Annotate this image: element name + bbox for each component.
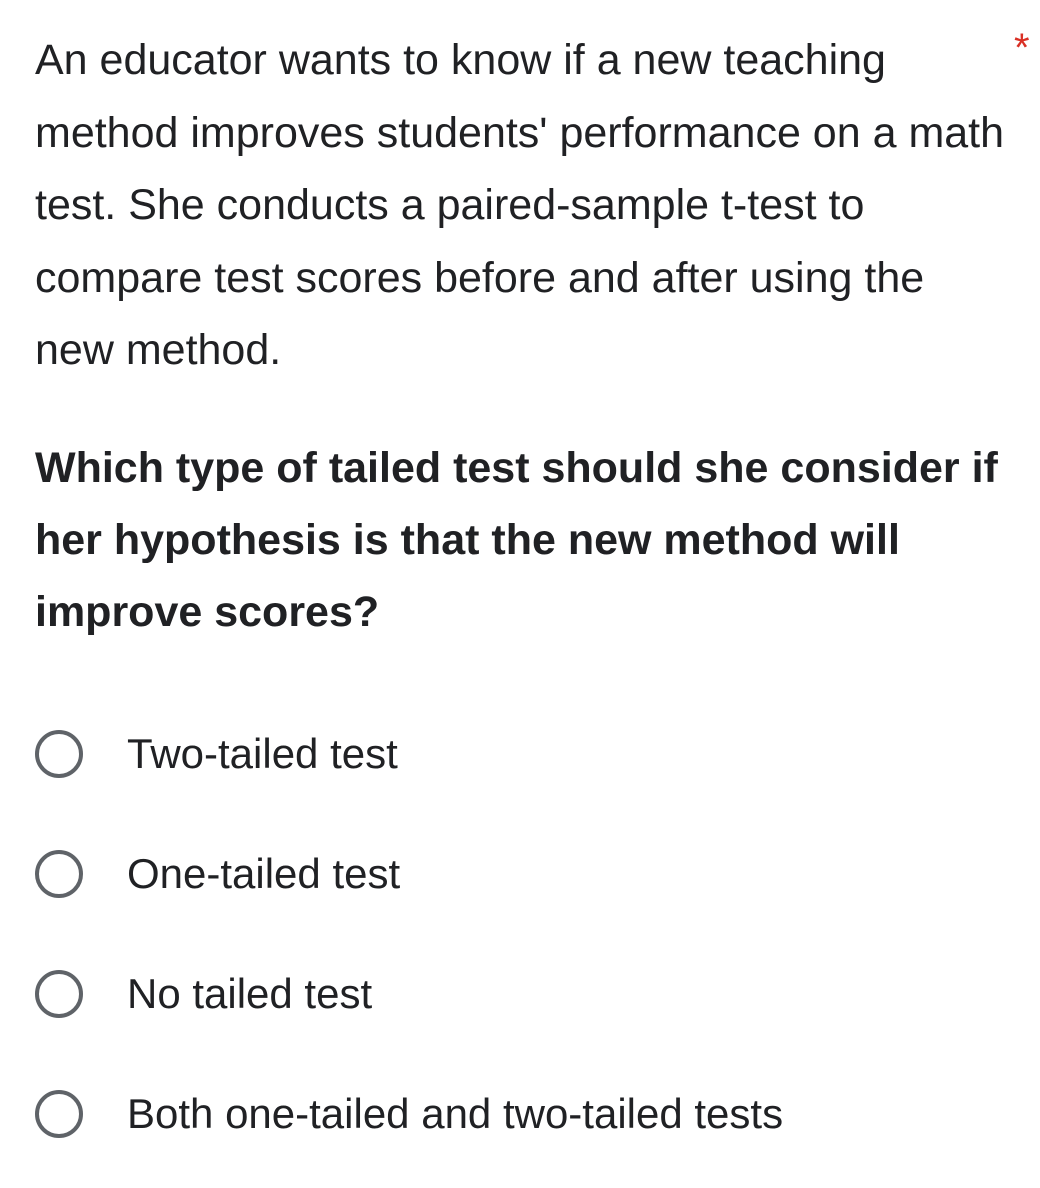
- option-both[interactable]: [30, 1074, 930, 1154]
- question-prompt: Which type of tailed test should she consider if her hypothesis is that the new method will improve scores?: [35, 444, 998, 636]
- option-label: No tailed test: [127, 970, 373, 1017]
- required-asterisk: *: [1014, 26, 1030, 70]
- radio-unchecked-icon[interactable]: [35, 850, 83, 898]
- question-description: An educator wants to know if a new teaching method improves students' performance on a math test. She conducts a paired-sample t-test to compare test scores before and after using the new method.: [35, 36, 1005, 374]
- radio-unchecked-icon[interactable]: [35, 970, 83, 1018]
- option-two-tailed[interactable]: [30, 714, 930, 794]
- radio-unchecked-icon[interactable]: [35, 1090, 83, 1138]
- option-one-tailed[interactable]: [30, 834, 930, 914]
- radio-unchecked-icon[interactable]: [35, 730, 83, 778]
- option-no-tailed[interactable]: [30, 954, 930, 1034]
- option-label: Two-tailed test: [127, 730, 398, 777]
- option-label: One-tailed test: [127, 850, 401, 897]
- option-label: Both one-tailed and two-tailed tests: [127, 1090, 784, 1137]
